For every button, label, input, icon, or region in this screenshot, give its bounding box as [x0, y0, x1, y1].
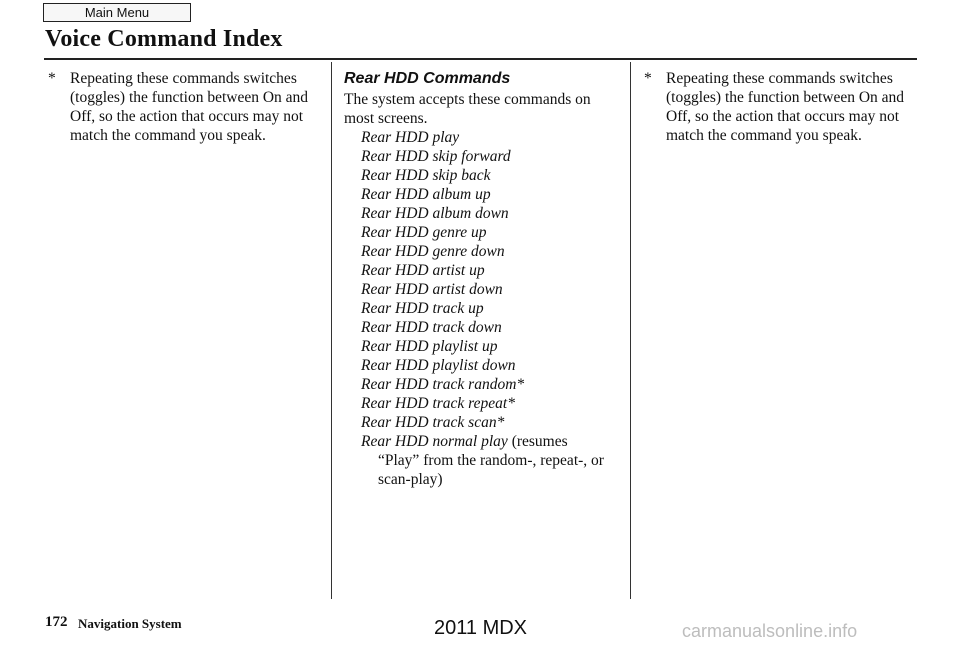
- command-item: Rear HDD album down: [361, 205, 509, 222]
- column-divider: [630, 62, 631, 599]
- asterisk-mark: *: [644, 70, 652, 87]
- command-item: Rear HDD artist up: [361, 262, 485, 279]
- command-item: Rear HDD track repeat*: [361, 395, 515, 412]
- command-item: Rear HDD playlist down: [361, 357, 516, 374]
- section-heading: Rear HDD Commands: [344, 70, 511, 87]
- middle-column: [344, 69, 624, 489]
- watermark: carmanualsonline.info: [682, 621, 858, 641]
- main-menu-button[interactable]: Main Menu: [43, 3, 191, 22]
- command-item: Rear HDD track scan*: [361, 414, 505, 431]
- model-label: 2011 MDX: [434, 617, 528, 639]
- command-item: Rear HDD play: [361, 129, 460, 146]
- command-item: Rear HDD track down: [361, 319, 502, 336]
- title-rule: [44, 58, 917, 60]
- command-suffix: (resumes: [507, 433, 568, 450]
- command-item: [361, 432, 624, 489]
- right-column: [644, 69, 919, 145]
- command-item: Rear HDD skip back: [361, 167, 491, 184]
- command-item: Rear HDD track random*: [361, 376, 525, 393]
- note-text: Repeating these commands switches (toggles) the function between On and Off, so the action that occurs may not match the command you speak.: [666, 70, 905, 144]
- asterisk-mark: *: [48, 70, 56, 87]
- left-column: [48, 69, 323, 145]
- command-list: [344, 128, 624, 489]
- command-item: Rear HDD track up: [361, 300, 484, 317]
- command-item: Rear HDD genre up: [361, 224, 487, 241]
- command-item: Rear HDD skip forward: [361, 148, 511, 165]
- page-number: 172: [45, 614, 68, 630]
- footer-section-label: Navigation System: [78, 616, 182, 631]
- command-continuation: “Play” from the random-, repeat-, or scan-play): [378, 452, 604, 488]
- column-divider: [331, 62, 332, 599]
- command-text: Rear HDD normal play: [361, 433, 508, 450]
- toggle-note: [48, 69, 323, 145]
- page-title: Voice Command Index: [45, 26, 283, 52]
- command-item: Rear HDD artist down: [361, 281, 503, 298]
- toggle-note: [644, 69, 919, 145]
- command-item: Rear HDD album up: [361, 186, 491, 203]
- note-text: Repeating these commands switches (toggles) the function between On and Off, so the action that occurs may not match the command you speak.: [70, 70, 309, 144]
- command-item: Rear HDD genre down: [361, 243, 505, 260]
- command-item: Rear HDD playlist up: [361, 338, 498, 355]
- intro-text: The system accepts these commands on most screens.: [344, 91, 591, 127]
